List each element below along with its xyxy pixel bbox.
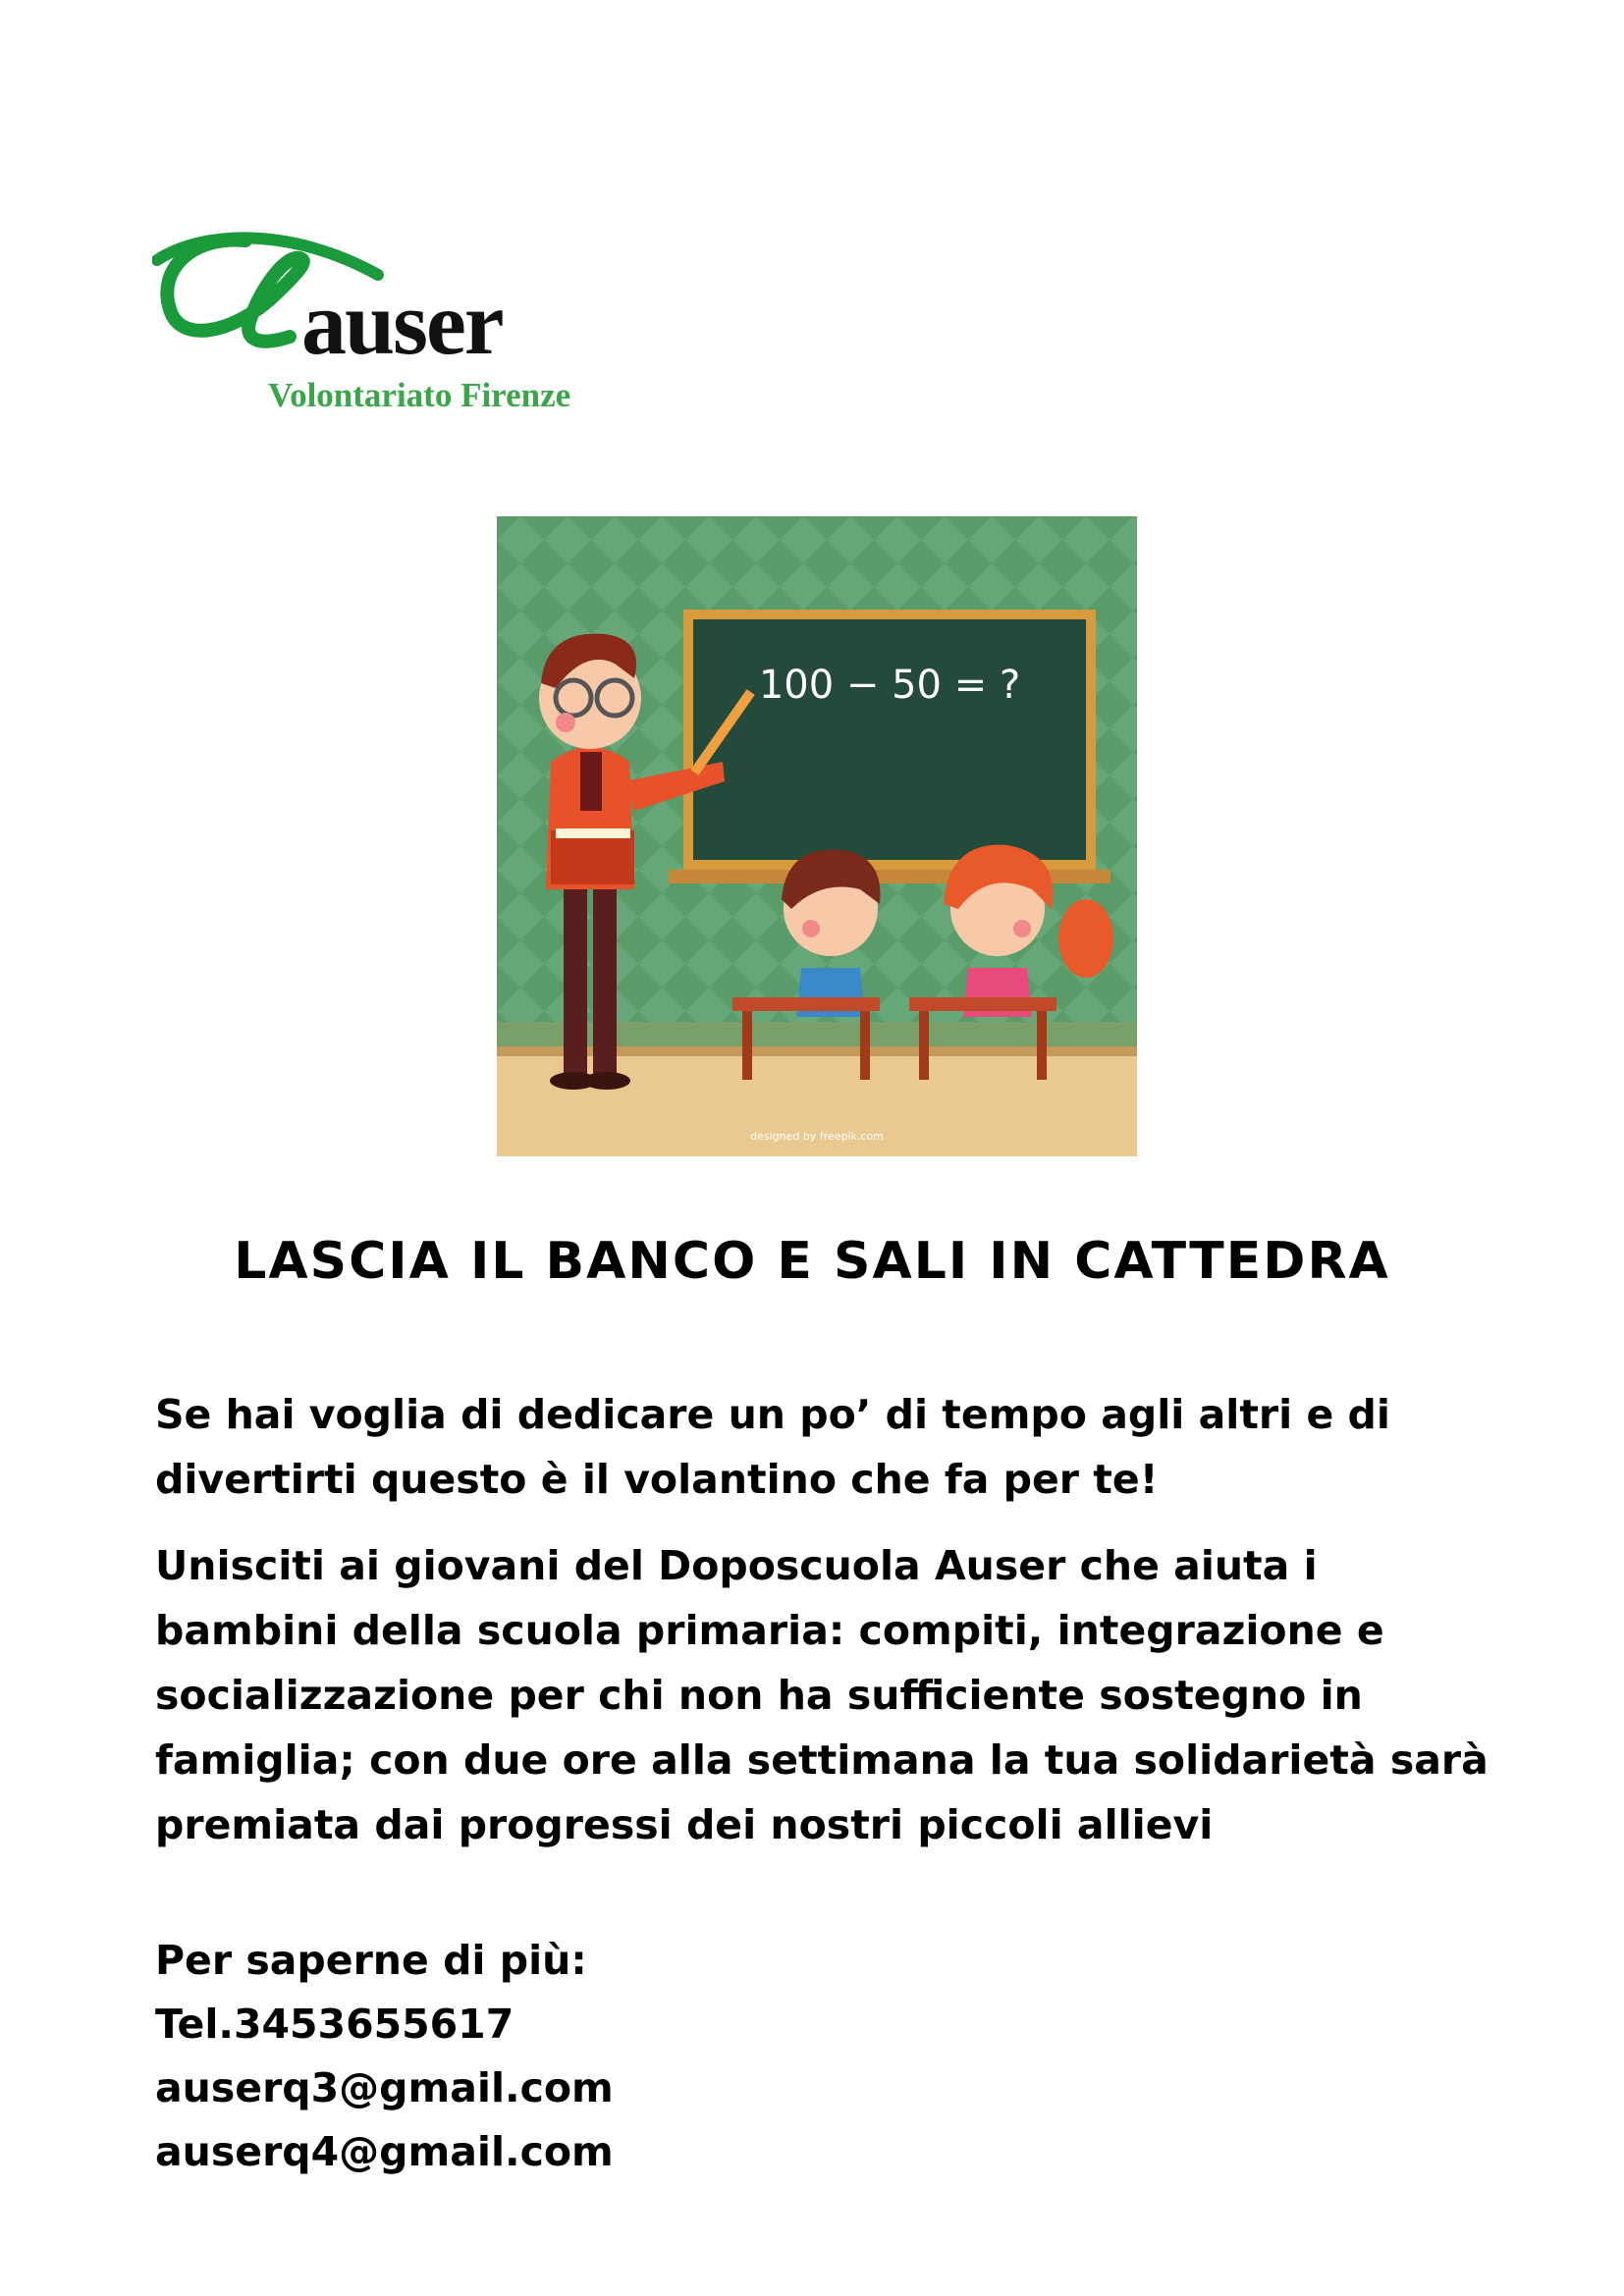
chalkboard-text: 100 − 50 = ? (758, 663, 1021, 708)
flyer-title: LASCIA IL BANCO E SALI IN CATTEDRA (234, 1232, 1390, 1291)
flyer-body (155, 1382, 1510, 1857)
auser-logo (152, 231, 614, 427)
teacher-classroom-illustration-icon (497, 516, 1137, 1156)
logo-subtitle: Volontariato Firenze (268, 376, 571, 414)
description-paragraph: Unisciti ai giovani del Doposcuola Auser che aiuta i bambini della scuola primaria: compiti, integrazione e socializzazione per chi non ha sufficiente sostegno in famiglia; con due ore alla settimana la tua solidarietà sarà premiata dai progressi dei nostri piccoli allievi (155, 1542, 1489, 1848)
intro-paragraph: Se hai voglia di dedicare un po’ di tempo agli altri e di divertirti questo è il volantino che fa per te! (155, 1391, 1390, 1503)
contact-block (155, 1929, 614, 2184)
classroom-illustration (497, 516, 1137, 1156)
contact-phone: Tel.3453655617 (155, 2001, 514, 2048)
illustration-credit: designed by freepik.com (750, 1130, 884, 1143)
contact-email-1: auserq3@gmail.com (155, 2064, 614, 2111)
logo-wordmark: auser (301, 273, 503, 373)
contact-heading: Per saperne di più: (155, 1937, 587, 1984)
contact-email-2: auserq4@gmail.com (155, 2128, 614, 2175)
